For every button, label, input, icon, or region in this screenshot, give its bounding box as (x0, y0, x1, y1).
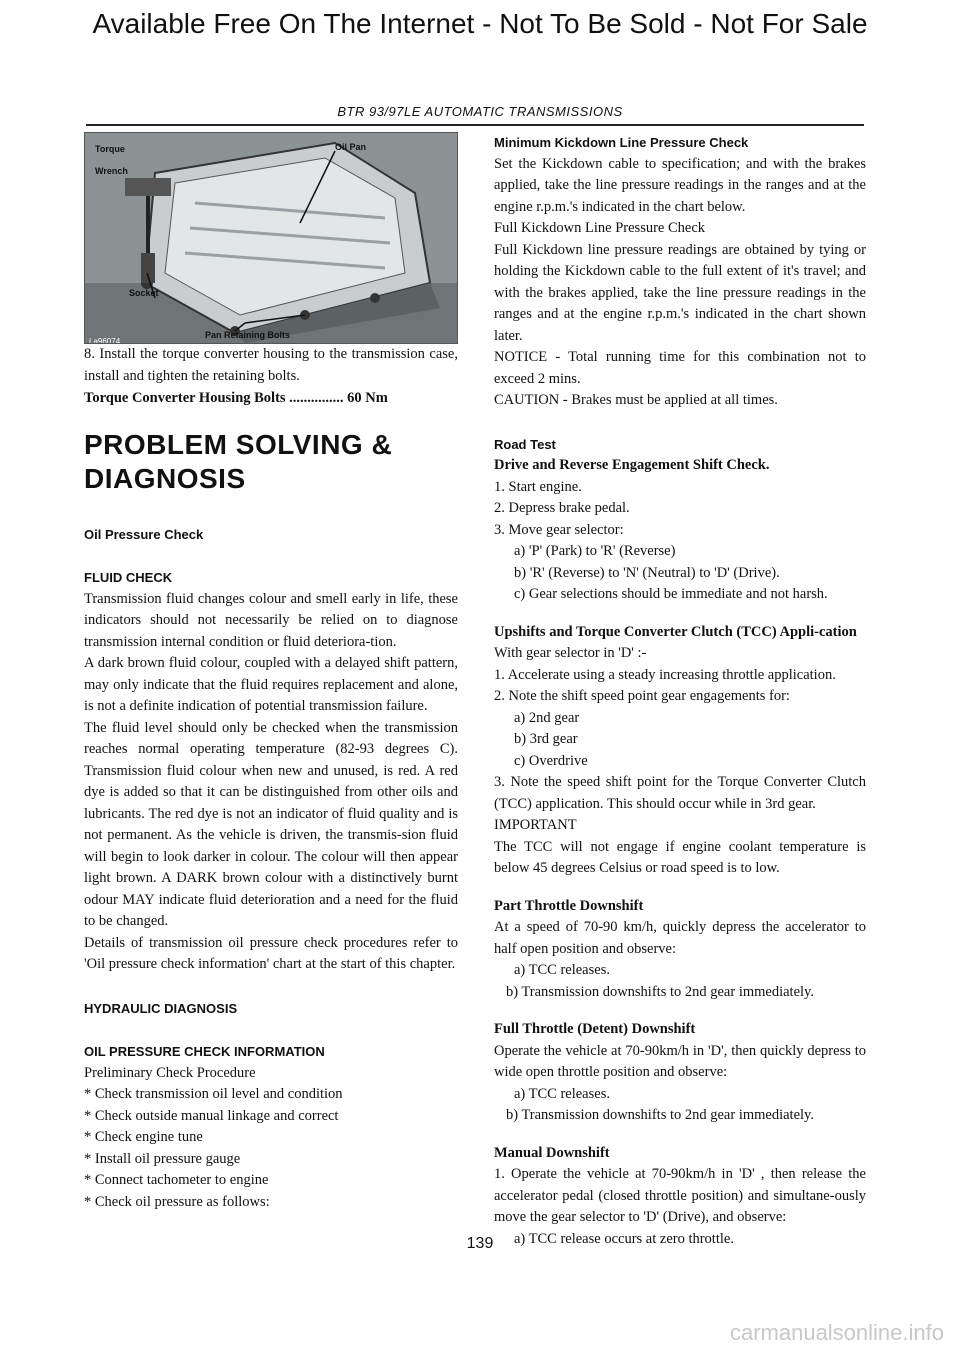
manual-downshift-substep: a) TCC release occurs at zero throttle. (514, 1230, 734, 1247)
full-throttle-substep: a) TCC releases. (514, 1085, 610, 1102)
upshift-step-3: 3. Note the speed shift point for the Torque Converter Clutch (TCC) application. This should occur while in 3rd gear. (494, 774, 866, 812)
label-torque-wrench: Torque Wrench (95, 144, 128, 176)
upshift-substep: c) Overdrive (514, 752, 588, 769)
drive-reverse-title: Drive and Reverse Engagement Shift Check. (494, 457, 770, 473)
bullet-item: * Check oil pressure as follows: (84, 1193, 270, 1210)
manual-downshift-title: Manual Downshift (494, 1144, 610, 1161)
road-test-heading: Road Test (494, 436, 556, 452)
kickdown-heading: Minimum Kickdown Line Pressure Check (494, 135, 749, 150)
main-heading: PROBLEM SOLVING & DIAGNOSIS (84, 428, 393, 494)
upshift-substep: b) 3rd gear (514, 731, 578, 747)
watermark-banner: Available Free On The Internet - Not To Be Sold - Not For Sale (92, 8, 868, 39)
fluid-check-heading: FLUID CHECK (84, 570, 173, 585)
important-label: IMPORTANT (494, 817, 577, 833)
label-socket: Socket (129, 288, 159, 298)
dr-substep: c) Gear selections should be immediate and not harsh. (514, 586, 828, 602)
upshift-title: Upshifts and Torque Converter Clutch (TCC) Appli-cation (494, 623, 857, 640)
right-column (494, 132, 866, 1250)
upshift-substep: a) 2nd gear (514, 709, 580, 726)
header-rule (86, 124, 864, 126)
dr-step: 3. Move gear selector: (494, 521, 624, 538)
important-paragraph: The TCC will not engage if engine coolant temperature is below 45 degrees Celsius or road speed is to low. (494, 838, 866, 876)
fluid-paragraph-4: Details of transmission oil pressure check procedures refer to 'Oil pressure check information' chart at the start of this chapter. (84, 934, 458, 972)
caution-text: CAUTION - Brakes must be applied at all times. (494, 392, 778, 408)
full-kickdown-title: Full Kickdown Line Pressure Check (494, 220, 706, 236)
upshift-intro: With gear selector in 'D' :- (494, 645, 647, 661)
torque-spec: Torque Converter Housing Bolts ............... 60 Nm (84, 390, 388, 406)
page-number: 139 (466, 1235, 494, 1252)
bullet-item: * Connect tachometer to engine (84, 1172, 269, 1188)
upshift-step-1: 1. Accelerate using a steady increasing throttle application. (494, 666, 836, 683)
dr-substep: b) 'R' (Reverse) to 'N' (Neutral) to 'D' (Drive). (514, 564, 780, 581)
hydraulic-heading: HYDRAULIC DIAGNOSIS (84, 1000, 238, 1016)
label-pan-bolts: Pan Retaining Bolts (205, 330, 291, 340)
full-throttle-paragraph: Operate the vehicle at 70-90km/h in 'D', then quickly depress to wide open throttle position and observe: (494, 1042, 866, 1080)
bullet-item: * Check outside manual linkage and correct (84, 1107, 339, 1124)
bullet-item: * Check engine tune (84, 1129, 203, 1145)
bullet-item: * Check transmission oil level and condition (84, 1086, 343, 1102)
oil-info-heading: OIL PRESSURE CHECK INFORMATION (84, 1044, 325, 1059)
label-oil-pan: Oil Pan (335, 142, 367, 152)
part-throttle-title: Part Throttle Downshift (494, 897, 644, 914)
running-header: BTR 93/97LE AUTOMATIC TRANSMISSIONS (337, 104, 623, 119)
fluid-paragraph-2: A dark brown fluid colour, coupled with a delayed shift pattern, may only indicate that the fluid requires replacement and alone, is not a definite indication of potential transmission failure. (84, 655, 458, 714)
oil-pressure-check-heading: Oil Pressure Check (84, 526, 204, 542)
left-column (84, 132, 458, 1213)
full-throttle-title: Full Throttle (Detent) Downshift (494, 1021, 696, 1037)
dr-substep: a) 'P' (Park) to 'R' (Reverse) (514, 543, 676, 559)
dr-step: 2. Depress brake pedal. (494, 500, 630, 516)
full-throttle-substep: b) Transmission downshifts to 2nd gear immediately. (506, 1107, 814, 1123)
oil-pan-illustration (85, 133, 457, 343)
kickdown-paragraph: Set the Kickdown cable to specification; and with the brakes applied, take the line pressure readings in the ranges and at the engine r.p.m.'s indicated in the chart below. (494, 155, 866, 215)
part-throttle-substep: a) TCC releases. (514, 962, 610, 978)
figure-id: La96074 (89, 337, 121, 344)
part-throttle-paragraph: At a speed of 70-90 km/h, quickly depress the accelerator to half open position and observe: (494, 919, 866, 957)
part-throttle-substep: b) Transmission downshifts to 2nd gear immediately. (506, 983, 814, 1000)
preliminary-check: Preliminary Check Procedure (84, 1064, 256, 1081)
fluid-paragraph-1: Transmission fluid changes colour and smell early in life, these indicators should not necessarily be relied on to diagnose transmission internal condition or fluid deteriora-tion. (84, 590, 458, 650)
fluid-paragraph-3: The fluid level should only be checked when the transmission reaches normal operating temperature (82-93 degrees C). Transmission fluid colour when new and unused, is red. A red dye is added so that it can be distinguished from other oils and lubricants. The red dye is not an indicator of fluid quality and is not permanent. As the vehicle is driven, the transmis-sion fluid will begin to look darker in colour. The colour will then appear light brown. A DARK brown colour with a distinctively burnt odour MAY indicate fluid deterioration and a need for the fluid to be changed. (84, 719, 458, 929)
dr-step: 1. Start engine. (494, 478, 582, 495)
step-8: 8. Install the torque converter housing to the transmission case, install and tighten the retaining bolts. (84, 346, 458, 384)
notice-text: NOTICE - Total running time for this combination not to exceed 2 mins. (494, 349, 866, 387)
oil-pan-figure (84, 132, 458, 344)
manual-downshift-paragraph: 1. Operate the vehicle at 70-90km/h in 'D' , then release the accelerator pedal (closed throttle position) and simultane-ously move the gear selector to 'D' (Drive), and observe: (494, 1166, 866, 1225)
bullet-item: * Install oil pressure gauge (84, 1150, 241, 1167)
upshift-step-2: 2. Note the shift speed point gear engagements for: (494, 688, 790, 704)
footer-watermark: carmanualsonline.info (729, 1320, 944, 1345)
full-kickdown-paragraph: Full Kickdown line pressure readings are obtained by tying or holding the Kickdown cable to the full extent of it's travel; and with the brakes applied, take the line pressure readings in the ranges and at the engine r.p.m.'s indicated in the chart shown later. (494, 241, 866, 344)
